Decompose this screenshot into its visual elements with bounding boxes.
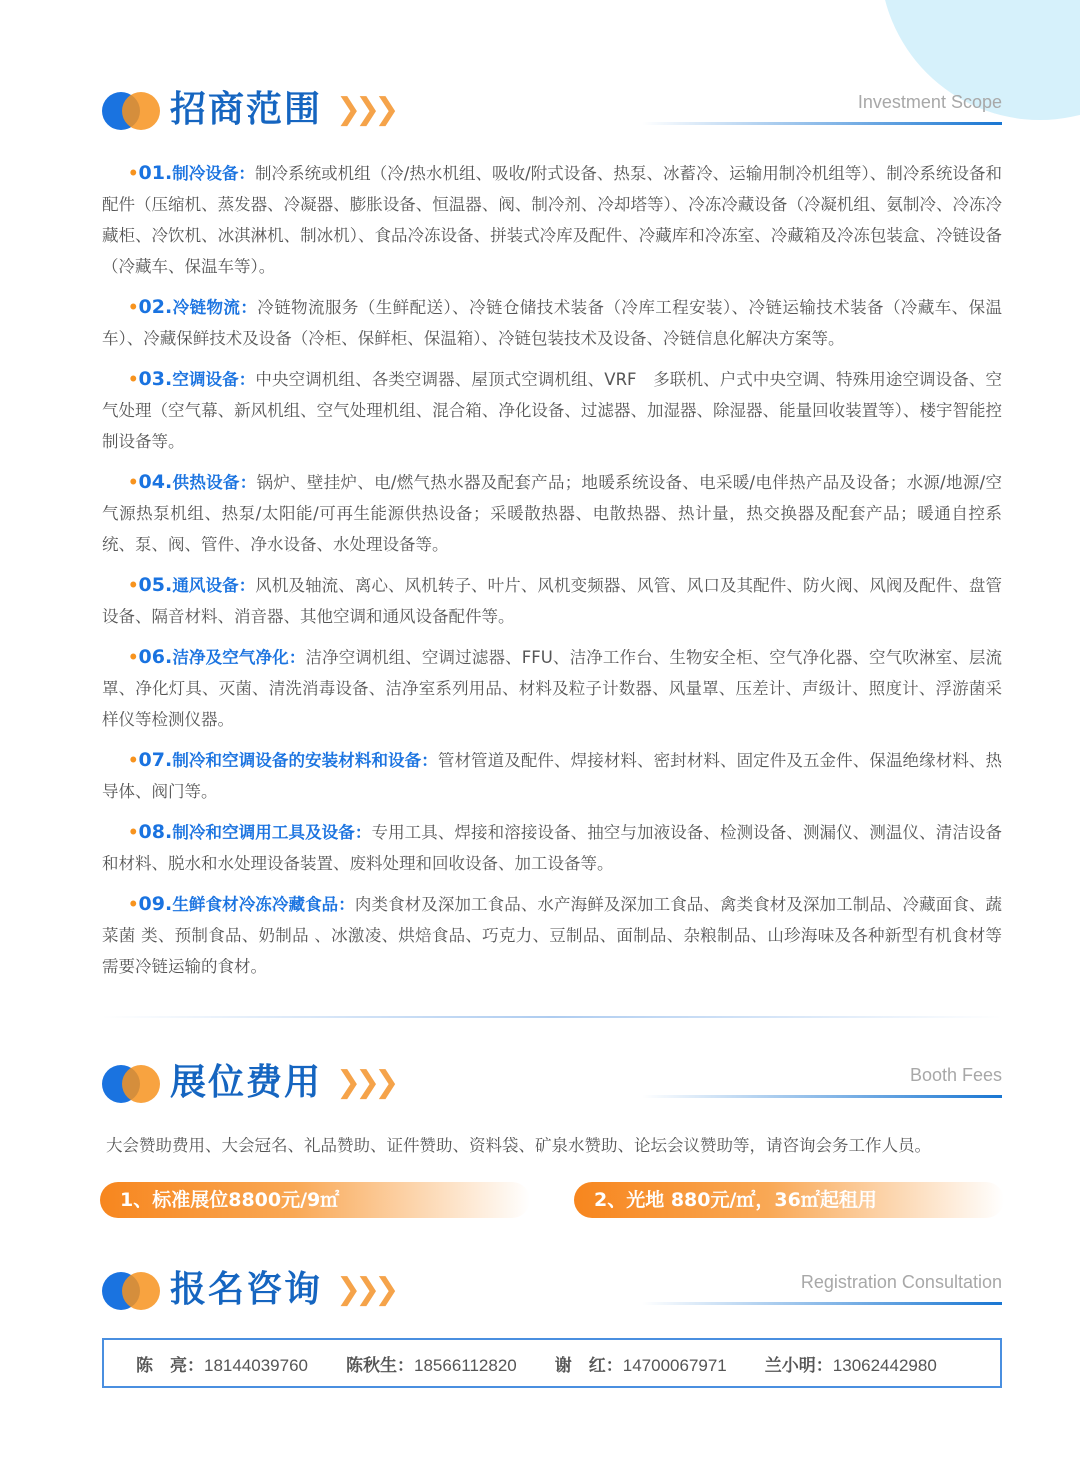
- contact-person: 兰小明：13062442980: [764, 1355, 937, 1375]
- contact-title: 报名咨询: [170, 1269, 323, 1310]
- scope-underline: [642, 122, 1002, 125]
- scope-item-01: •01.制冷设备：制冷系统或机组（冷/热水机组、吸收/附式设备、热泵、冰蓄冷、运输用制冷机组等）、制冷系统设备和配件（压缩机、蒸发器、冷凝器、膨胀设备、恒温器、阀、制冷剂、冷却塔等）、冷冻冷藏设备（冷凝机组、氨制冷、冷冻冷藏柜、冷饮机、冰淇淋机、制冰机）、食品冷冻设备、拼装式冷库及配件、冷藏库和冷冻室、冷藏箱及冷冻包装盒、冷链设备（冷藏车、保温车等）。: [102, 162, 1003, 276]
- brand-circles-icon: [102, 1065, 162, 1103]
- scope-item-05: •05.通风设备：风机及轴流、离心、风机转子、叶片、风机变频器、风管、风口及其配件、防火阀、风阀及配件、盘管设备、隔音材料、消音器、其他空调和通风设备配件等。: [102, 574, 1003, 626]
- contact-person: 谢 红：14700067971: [554, 1355, 727, 1375]
- chevron-right-icon: ❯❯❯: [336, 1065, 394, 1100]
- contact-title-en: Registration Consultation: [800, 1272, 1002, 1292]
- chevron-right-icon: ❯❯❯: [336, 1272, 394, 1307]
- scope-item-09: •09.生鲜食材冷冻冷藏食品：肉类食材及深加工食品、水产海鲜及深加工食品、禽类食材及深加工制品、冷藏面食、蔬菜菌 类、预制食品、奶制品 、冰激凌、烘焙食品、巧克力、豆制品、面制品、杂粮制品、山珍海味及各种新型有机食材等需要冷链运输的食材。: [102, 893, 1003, 976]
- scope-item-07: •07.制冷和空调设备的安装材料和设备：管材管道及配件、焊接材料、密封材料、固定件及五金件、保温绝缘材料、热导体、阀门等。: [102, 749, 1003, 801]
- standard-booth-price: 1、标准展位8800元/9㎡: [100, 1182, 530, 1218]
- phone-number[interactable]: 18144039760: [204, 1355, 309, 1375]
- contact-box: [102, 1338, 1002, 1388]
- phone-number[interactable]: 13062442980: [832, 1355, 937, 1375]
- scope-item-03: •03.空调设备：中央空调机组、各类空调器、屋顶式空调机组、VRF 多联机、户式中央空调、特殊用途空调设备、空气处理（空气幕、新风机组、空气处理机组、混合箱、净化设备、过滤器、加湿器、除湿器、能量回收装置等）、楼宇智能控制设备等。: [102, 368, 1003, 451]
- fees-title: 展位费用: [170, 1062, 323, 1103]
- fees-title-en: Booth Fees: [909, 1065, 1002, 1085]
- contact-person: 陈秋生：18566112820: [346, 1355, 517, 1375]
- section-divider: [102, 1016, 1002, 1018]
- scope-item-04: •04.供热设备：锅炉、壁挂炉、电/燃气热水器及配套产品；地暖系统设备、电采暖/电伴热产品及设备；水源/地源/空气源热泵机组、热泵/太阳能/可再生能源供热设备；采暖散热器、电散热器、热计量，热交换器及配套产品；暖通自控系统、泵、阀、管件、净水设备、水处理设备等。: [102, 471, 1002, 554]
- fees-header: [102, 1055, 1002, 1111]
- brand-circles-icon: [102, 1272, 162, 1310]
- contact-underline: [642, 1302, 1002, 1305]
- scope-list: [102, 158, 1002, 992]
- scope-title-en: Investment Scope: [857, 92, 1002, 112]
- fees-note: 大会赞助费用、大会冠名、礼品赞助、证件赞助、资料袋、矿泉水赞助、论坛会议赞助等，请咨询会务工作人员。: [106, 1136, 931, 1155]
- contact-header: [102, 1262, 1002, 1318]
- chevron-right-icon: ❯❯❯: [336, 92, 394, 127]
- scope-item-08: •08.制冷和空调用工具及设备：专用工具、焊接和溶接设备、抽空与加液设备、检测设备、测漏仪、测温仪、清洁设备和材料、脱水和水处理设备装置、废料处理和回收设备、加工设备等。: [102, 821, 1003, 873]
- phone-number[interactable]: 18566112820: [414, 1355, 517, 1375]
- phone-number[interactable]: 14700067971: [622, 1355, 727, 1375]
- scope-item-06: •06.洁净及空气净化：洁净空调机组、空调过滤器、FFU、洁净工作台、生物安全柜、空气净化器、空气吹淋室、层流罩、净化灯具、灭菌、清洗消毒设备、洁净室系列用品、材料及粒子计数器、风量罩、压差计、声级计、照度计、浮游菌采样仪等检测仪器。: [102, 646, 1002, 729]
- raw-space-price: 2、光地 880元/㎡，36㎡起租用: [574, 1182, 1004, 1218]
- scope-header: [102, 82, 1002, 138]
- fees-underline: [642, 1095, 1002, 1098]
- brand-circles-icon: [102, 92, 162, 130]
- scope-title: 招商范围: [170, 89, 323, 130]
- scope-item-02: •02.冷链物流：冷链物流服务（生鲜配送）、冷链仓储技术装备（冷库工程安装）、冷链运输技术装备（冷藏车、保温车）、冷藏保鲜技术及设备（冷柜、保鲜柜、保温箱）、冷链包装技术及设备、冷链信息化解决方案等。: [102, 296, 1003, 348]
- contact-person: 陈 亮：18144039760: [136, 1355, 309, 1375]
